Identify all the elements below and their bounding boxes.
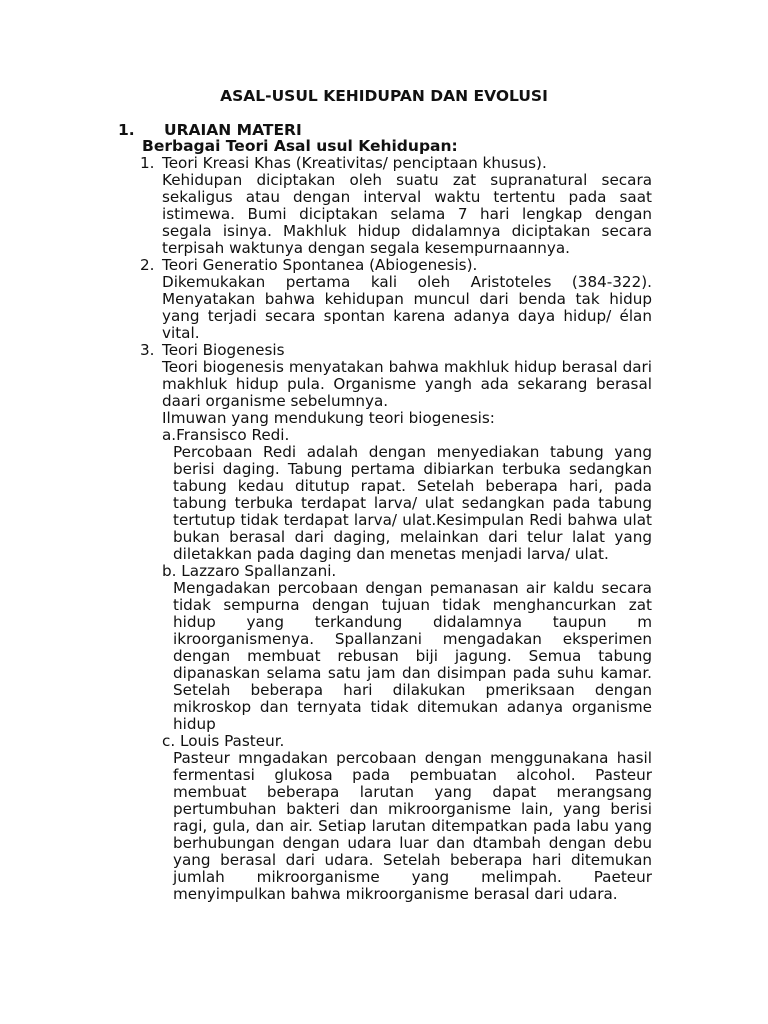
theory-title: Teori Generatio Spontanea (Abiogenesis). (162, 256, 478, 274)
scientist-experiment-text: Pasteur mngadakan percobaan dengan menggunakana hasil fermentasi glukosa pada pembuatan alcohol. Pasteur membuat beberapa larutan yang dapat merangsang pertumbuhan bakteri dan mikroorganisme lain, yang berisi ragi, gula, dan air. Setiap larutan ditempatkan pada labu yang berhubungan dengan udara luar dan dtambah dengan debu yang berasal dari udara. Setelah beberapa hari ditemukan jumlah mikroorganisme yang melimpah. Paeteur menyimpulkan bahwa mikroorganisme berasal dari udara. (173, 749, 652, 903)
document-title: ASAL-USUL KEHIDUPAN DAN EVOLUSI (220, 87, 548, 105)
scientist-spallanzani (162, 563, 652, 733)
theory-marker: 2. (140, 256, 155, 274)
supporters-label: Ilmuwan yang mendukung teori biogenesis: (162, 409, 495, 427)
scientist-name: b. Lazzaro Spallanzani. (162, 562, 337, 580)
scientist-name: c. Louis Pasteur. (162, 732, 285, 750)
theory-description: Teori biogenesis menyatakan bahwa makhluk hidup berasal dari makhluk hidup pula. Organisme yangh ada sekarang berasal daari organisme sebelumnya. (162, 358, 652, 410)
theory-list (140, 155, 652, 903)
theory-item-abiogenesis (140, 257, 652, 342)
section-number: 1. (118, 121, 135, 139)
theory-title: Teori Kreasi Khas (Kreativitas/ penciptaan khusus). (162, 154, 547, 172)
theory-marker: 1. (140, 154, 155, 172)
section-heading-text: URAIAN MATERI (164, 121, 302, 139)
section-subheading: Berbagai Teori Asal usul Kehidupan: (142, 137, 458, 155)
theory-item-kreasi-khas (140, 155, 652, 257)
theory-marker: 3. (140, 341, 155, 359)
scientist-name: a.Fransisco Redi. (162, 426, 290, 444)
scientist-experiment-text: Mengadakan percobaan dengan pemanasan air kaldu secara tidak sempurna dengan tujuan tidak menghancurkan zat hidup yang terkandung didalamnya taupun m ikroorganismenya. Spallanzani mengadakan eksperimen dengan membuat rebusan biji jagung. Semua tabung dipanaskan selama satu jam dan disimpan pada suhu kamar. Setelah beberapa hari dilakukan pmeriksaan dengan mikroskop dan ternyata tidak ditemukan adanya organisme hidup (173, 579, 652, 733)
theory-description: Kehidupan diciptakan oleh suatu zat supranatural secara sekaligus atau dengan interval waktu tertentu pada saat istimewa. Bumi diciptakan selama 7 hari lengkap dengan segala isinya. Makhluk hidup didalamnya diciptakan secara terpisah waktunya dengan segala kesempurnaannya. (162, 171, 652, 257)
scientist-experiment-text: Percobaan Redi adalah dengan menyediakan tabung yang berisi daging. Tabung pertama dibiarkan terbuka sedangkan tabung kedau ditutup rapat. Setelah beberapa hari, pada tabung terbuka terdapat larva/ ulat sedangkan pada tabung tertutup tidak terdapat larva/ ulat.Kesimpulan Redi bahwa ulat bukan berasal dari daging, melainkan dari telur lalat yang diletakkan pada daging dan menetas menjadi larva/ ulat. (173, 443, 652, 563)
theory-item-biogenesis (140, 342, 652, 903)
scientist-pasteur (162, 733, 652, 903)
scientist-redi (162, 427, 652, 563)
theory-title: Teori Biogenesis (162, 341, 285, 359)
theory-description: Dikemukakan pertama kali oleh Aristoteles (384-322). Menyatakan bahwa kehidupan muncul dari benda tak hidup yang terjadi secara spontan karena adanya daya hidup/ élan vital. (162, 273, 652, 342)
